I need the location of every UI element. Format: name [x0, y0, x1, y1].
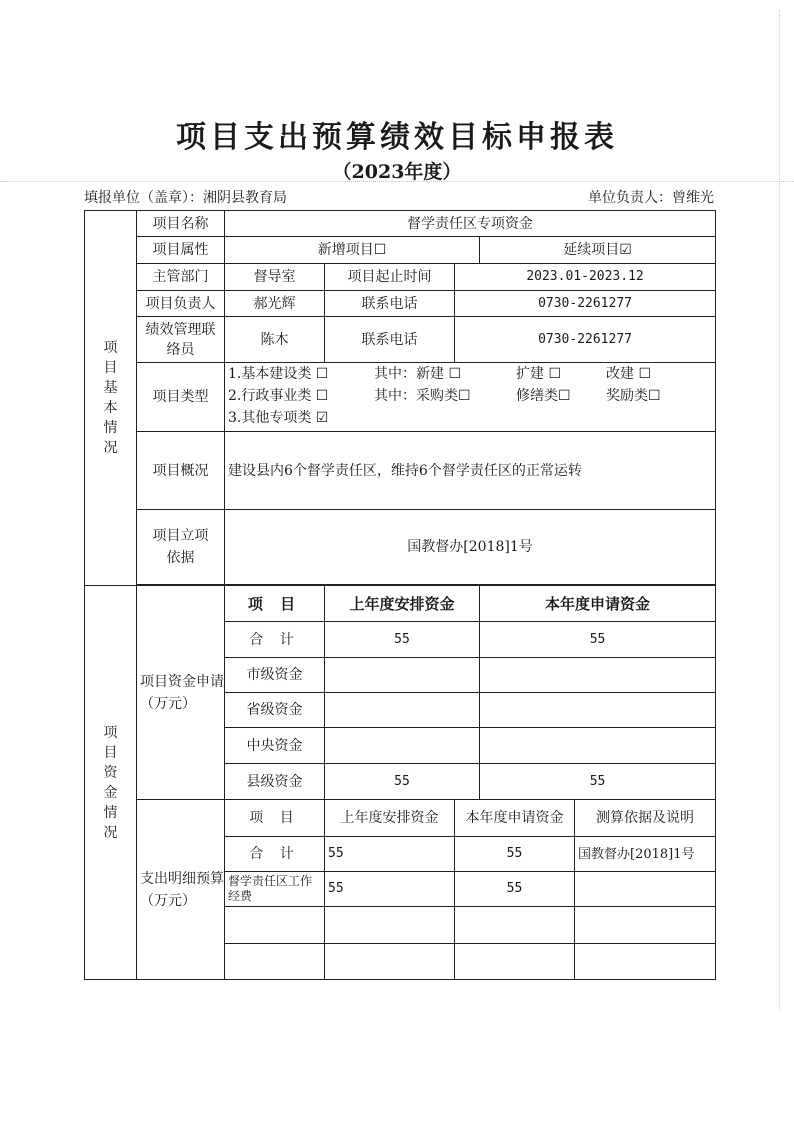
- leader-value: 郝光辉: [225, 291, 325, 317]
- phone2-label: 联系电话: [325, 317, 455, 363]
- type-basic-construction: 1.基本建设类 ☐: [228, 366, 329, 382]
- fund-row-last: 55: [325, 764, 480, 800]
- section-basic-info: 项目基本情况: [85, 211, 137, 586]
- scan-dotted-line: [0, 181, 794, 182]
- detail-col-this: 本年度申请资金: [455, 800, 575, 837]
- project-name-value: 督学责任区专项资金: [225, 211, 716, 237]
- project-type-options: [225, 363, 716, 432]
- detail-empty-cell: [225, 944, 325, 980]
- detail-row-label: 督学责任区工作经费: [225, 872, 325, 907]
- phone-value: 0730-2261277: [455, 291, 716, 317]
- type-award: 奖励类☐: [606, 388, 661, 404]
- budget-form-table: [84, 210, 716, 980]
- fund-col-item: 项 目: [225, 586, 325, 622]
- filling-unit: 填报单位（盖章）：湘阴县教育局: [84, 190, 287, 206]
- fund-row-this: 55: [480, 764, 716, 800]
- section-fund-info: 项目资金情况: [85, 586, 137, 980]
- fund-row-last: 55: [325, 622, 480, 658]
- period-value: 2023.01-2023.12: [455, 264, 716, 291]
- detail-col-last: 上年度安排资金: [325, 800, 455, 837]
- leader-label: 项目负责人: [137, 291, 225, 317]
- detail-empty-cell: [455, 944, 575, 980]
- type-admin: 2.行政事业类 ☐: [228, 388, 329, 404]
- fund-row-last: [325, 658, 480, 693]
- detail-row-basis: [575, 872, 716, 907]
- detail-empty-cell: [225, 907, 325, 944]
- project-attr-label: 项目属性: [137, 237, 225, 264]
- detail-row-label: 合 计: [225, 837, 325, 872]
- fund-apply-label: 项目资金申请（万元）: [137, 586, 225, 800]
- detail-row-this: 55: [455, 837, 575, 872]
- detail-row-last: 55: [325, 872, 455, 907]
- type-other-special: 3.其他专项类 ☑: [228, 410, 329, 426]
- type-rebuild: 改建 ☐: [606, 366, 652, 382]
- attr-continue-checkbox: 延续项目☑: [480, 237, 716, 264]
- detail-row-basis: 国教督办[2018]1号: [575, 837, 716, 872]
- fund-row-label: 中央资金: [225, 728, 325, 764]
- project-name-label: 项目名称: [137, 211, 225, 237]
- type-row-3: [228, 408, 712, 430]
- type-row-1: [228, 364, 712, 386]
- overview-label: 项目概况: [137, 432, 225, 510]
- dept-value: 督导室: [225, 264, 325, 291]
- fund-row-this: [480, 728, 716, 764]
- overview-value: 建设县内6个督学责任区，维持6个督学责任区的正常运转: [225, 432, 716, 510]
- contact-label: 绩效管理联络员: [137, 317, 225, 363]
- scan-edge-line: [779, 10, 780, 1010]
- fund-row-last: [325, 693, 480, 728]
- fund-row-this: 55: [480, 622, 716, 658]
- basis-label: 项目立项依据: [137, 510, 225, 585]
- fund-col-this: 本年度申请资金: [480, 586, 716, 622]
- phone2-value: 0730-2261277: [455, 317, 716, 363]
- fund-row-label: 省级资金: [225, 693, 325, 728]
- type-expand: 扩建 ☐: [516, 366, 562, 382]
- fund-row-last: [325, 728, 480, 764]
- detail-empty-cell: [575, 907, 716, 944]
- detail-empty-cell: [325, 944, 455, 980]
- detail-col-item: 项 目: [225, 800, 325, 837]
- type-row-2: [228, 386, 712, 408]
- detail-budget-label: 支出明细预算（万元）: [137, 800, 225, 980]
- detail-empty-cell: [325, 907, 455, 944]
- unit-head: 单位负责人：曾维光: [588, 190, 714, 206]
- contact-value: 陈木: [225, 317, 325, 363]
- fund-row-this: [480, 658, 716, 693]
- detail-col-basis: 测算依据及说明: [575, 800, 716, 837]
- phone-label: 联系电话: [325, 291, 455, 317]
- fund-row-label: 市级资金: [225, 658, 325, 693]
- project-type-label: 项目类型: [137, 363, 225, 432]
- detail-empty-cell: [575, 944, 716, 980]
- fund-row-label: 合 计: [225, 622, 325, 658]
- detail-empty-cell: [455, 907, 575, 944]
- attr-new-checkbox: 新增项目☐: [225, 237, 480, 264]
- detail-row-last: 55: [325, 837, 455, 872]
- fund-col-last: 上年度安排资金: [325, 586, 480, 622]
- dept-label: 主管部门: [137, 264, 225, 291]
- basis-value: 国教督办[2018]1号: [225, 510, 716, 585]
- fund-row-label: 县级资金: [225, 764, 325, 800]
- type-new-build: 其中：新建 ☐: [374, 366, 462, 382]
- detail-row-this: 55: [455, 872, 575, 907]
- type-repair: 修缮类☐: [516, 388, 571, 404]
- fund-row-this: [480, 693, 716, 728]
- document-year: （2023年度）: [332, 161, 462, 183]
- period-label: 项目起止时间: [325, 264, 455, 291]
- document-title: 项目支出预算绩效目标申报表: [176, 120, 618, 155]
- type-purchase: 其中：采购类☐: [374, 388, 471, 404]
